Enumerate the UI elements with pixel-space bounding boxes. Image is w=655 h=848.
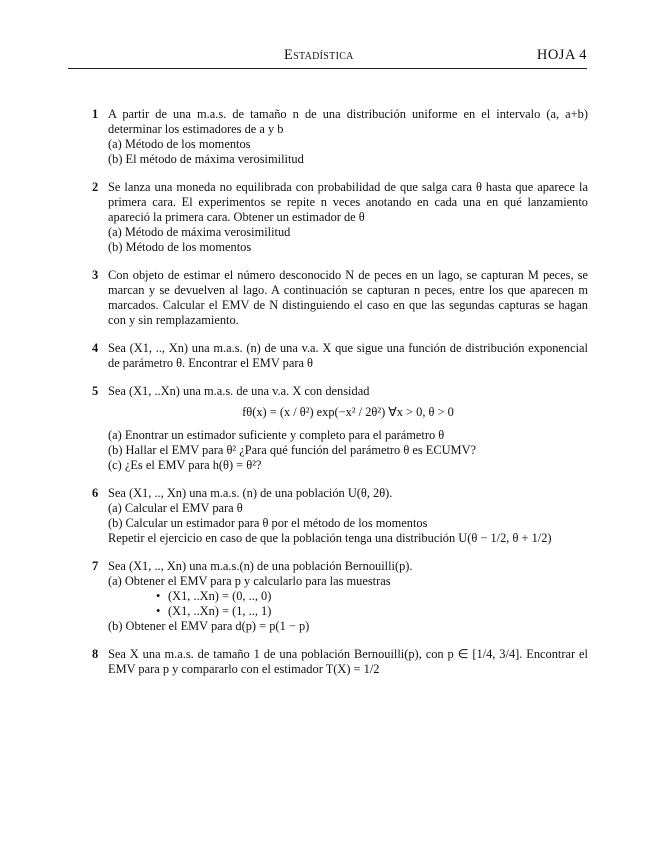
problem-6 — [92, 486, 588, 546]
problem-5 — [92, 384, 588, 473]
sample-bullet: • (X1, ..Xn) = (1, .., 1) — [168, 604, 588, 619]
problem-number: 6 — [92, 486, 99, 500]
problem-text: Sea (X1, .., Xn) una m.a.s. (n) de una v.a. X que sigue una función de distribución exponencial de parámetro θ. Encontrar el EMV para θ — [108, 341, 588, 370]
problem-text: Con objeto de estimar el número desconocido N de peces en un lago, se capturan M peces, se marcan y se devuelven al lago. A continuación se capturan n peces, entre los que aparecen m marcados. Calcular el EMV de N distinguiendo el caso en que las segundas capturas se hagan con y sin remplazamiento. — [108, 268, 588, 327]
problem-number: 2 — [92, 180, 99, 194]
problem-item: (a) Calcular el EMV para θ — [108, 501, 243, 515]
problem-item: (b) Hallar el EMV para θ² ¿Para qué función del parámetro θ es ECUMV? — [108, 443, 477, 457]
page-header — [68, 44, 587, 69]
problem-followup: Repetir el ejercicio en caso de que la población tenga una distribución U(θ − 1/2, θ + 1/2) — [108, 531, 552, 545]
problem-item: (b) Obtener el EMV para d(p) = p(1 − p) — [108, 619, 310, 633]
problem-item: (b) Método de los momentos — [108, 240, 252, 254]
problem-number: 5 — [92, 384, 99, 398]
problem-item: (a) Método de máxima verosimilitud — [108, 225, 291, 239]
problem-text: Sea (X1, .., Xn) una m.a.s. (n) de una población U(θ, 2θ). — [108, 486, 393, 500]
problem-1 — [92, 107, 588, 167]
problem-4 — [92, 341, 588, 371]
problem-list — [92, 107, 588, 690]
problem-number: 8 — [92, 647, 99, 661]
problem-3 — [92, 268, 588, 328]
problem-item: (a) Enontrar un estimador suficiente y completo para el parámetro θ — [108, 428, 445, 442]
problem-item: (b) Calcular un estimador para θ por el método de los momentos — [108, 516, 428, 530]
problem-2 — [92, 180, 588, 255]
problem-item: (a) Obtener el EMV para p y calcularlo para las muestras — [108, 574, 391, 588]
problem-number: 4 — [92, 341, 99, 355]
problem-number: 1 — [92, 107, 99, 121]
problem-text: A partir de una m.a.s. de tamaño n de una distribución uniforme en el intervalo (a, a+b) determinar los estimadores de a y b — [108, 107, 588, 136]
problem-text: Sea X una m.a.s. de tamaño 1 de una población Bernouilli(p), con p ∈ [1/4, 3/4]. Encontrar el EMV para p y compararlo con el estimador T(X) = 1/2 — [108, 647, 588, 676]
sample-list — [108, 589, 588, 619]
problem-item: (b) El método de máxima verosimilitud — [108, 152, 304, 166]
problem-text: Sea (X1, ..Xn) una m.a.s. de una v.a. X con densidad — [108, 384, 370, 398]
problem-number: 3 — [92, 268, 99, 282]
sheet-number: HOJA 4 — [536, 47, 587, 63]
density-formula: fθ(x) = (x / θ²) exp(−x² / 2θ²) ∀x > 0, θ > 0 — [242, 405, 454, 419]
problem-item: (a) Método de los momentos — [108, 137, 251, 151]
problem-8 — [92, 647, 588, 677]
problem-7 — [92, 559, 588, 634]
page-title: Estadística — [284, 47, 354, 63]
sample-bullet: • (X1, ..Xn) = (0, .., 0) — [168, 589, 588, 604]
problem-text: Se lanza una moneda no equilibrada con probabilidad de que salga cara θ hasta que aparece la primera cara. El experimentos se repite n veces anotando en cada una en qué lanzamiento apareció la primera cara. Obtener un estimador de θ — [108, 180, 588, 224]
problem-item: (c) ¿Es el EMV para h(θ) = θ²? — [108, 458, 262, 472]
problem-number: 7 — [92, 559, 99, 573]
problem-text: Sea (X1, .., Xn) una m.a.s.(n) de una población Bernouilli(p). — [108, 559, 413, 573]
